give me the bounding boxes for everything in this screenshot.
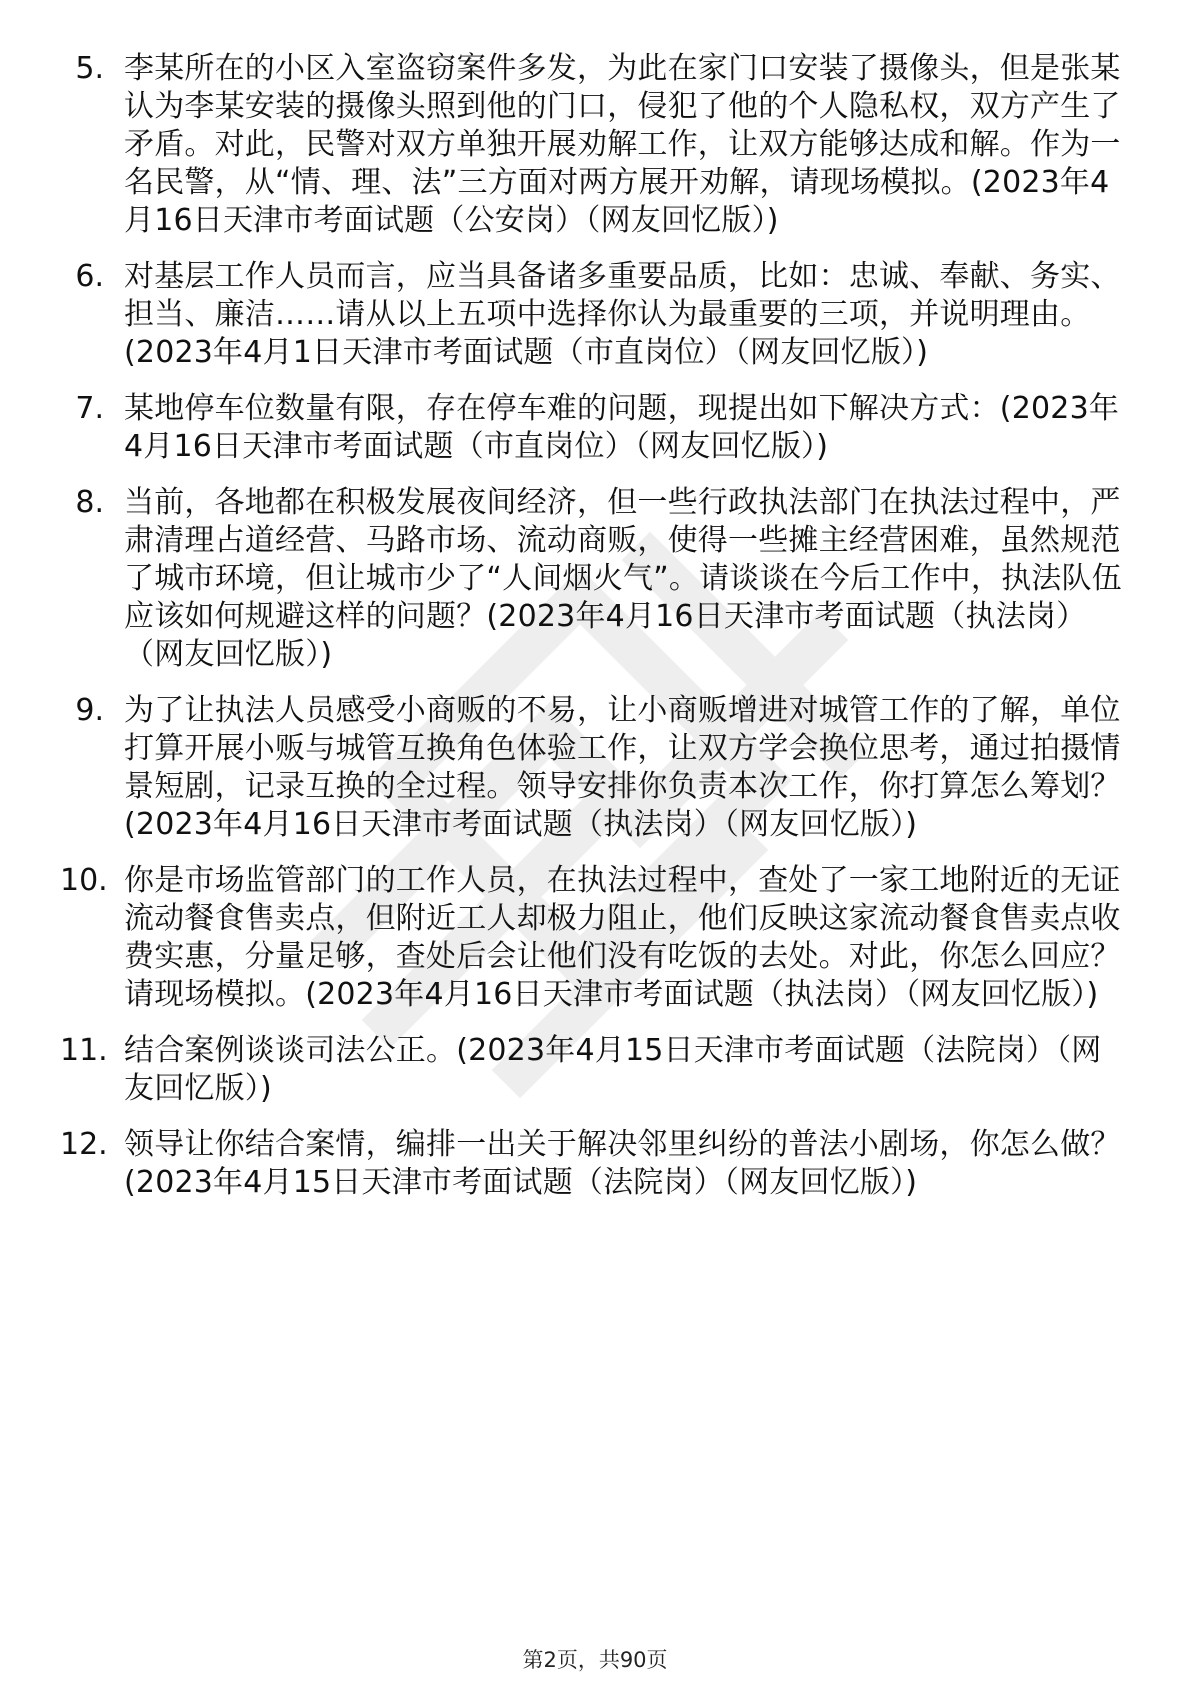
question-text: 领导让你结合案情，编排一出关于解决邻里纠纷的普法小剧场，你怎么做？(2023年4月15日天津市考面试题（法院岗）（网友回忆版）) <box>124 1127 1121 1200</box>
question-number: 5. <box>75 51 104 86</box>
question-item <box>0 1032 1190 1108</box>
question-text: 对基层工作人员而言，应当具备诸多重要品质，比如：忠诚、奉献、务实、担当、廉洁……请从以上五项中选择你认为最重要的三项，并说明理由。(2023年4月1日天津市考面试题（市直岗位）（网友回忆版）) <box>124 259 1121 370</box>
question-item <box>0 50 1190 240</box>
question-number: 12. <box>60 1127 108 1162</box>
question-number: 9. <box>75 693 104 728</box>
question-item <box>0 390 1190 466</box>
question-item <box>0 692 1190 844</box>
question-text: 某地停车位数量有限，存在停车难的问题，现提出如下解决方式：(2023年4月16日天津市考面试题（市直岗位）（网友回忆版）) <box>124 391 1120 464</box>
question-item <box>0 1126 1190 1202</box>
question-number: 11. <box>60 1033 108 1068</box>
question-number: 7. <box>75 391 104 426</box>
question-item <box>0 484 1190 674</box>
question-text: 结合案例谈谈司法公正。(2023年4月15日天津市考面试题（法院岗）（网友回忆版）) <box>124 1033 1102 1106</box>
question-text: 为了让执法人员感受小商贩的不易，让小商贩增进对城管工作的了解，单位打算开展小贩与城管互换角色体验工作，让双方学会换位思考，通过拍摄情景短剧，记录互换的全过程。领导安排你负责本次工作，你打算怎么筹划？(2023年4月16日天津市考面试题（执法岗）（网友回忆版）) <box>124 693 1121 842</box>
page-number: 第2页，共90页 <box>522 1648 668 1672</box>
question-number: 10. <box>60 863 108 898</box>
question-number: 8. <box>75 485 104 520</box>
question-number: 6. <box>75 259 104 294</box>
question-item <box>0 862 1190 1014</box>
question-item <box>0 258 1190 372</box>
question-text: 当前，各地都在积极发展夜间经济，但一些行政执法部门在执法过程中，严肃清理占道经营、马路市场、流动商贩，使得一些摊主经营困难，虽然规范了城市环境，但让城市少了“人间烟火气”。请谈谈在今后工作中，执法队伍应该如何规避这样的问题？(2023年4月16日天津市考面试题（执法岗）（网友回忆版）) <box>124 485 1122 672</box>
question-text: 你是市场监管部门的工作人员，在执法过程中，查处了一家工地附近的无证流动餐食售卖点，但附近工人却极力阻止，他们反映这家流动餐食售卖点收费实惠，分量足够，查处后会让他们没有吃饭的去处。对此，你怎么回应？请现场模拟。(2023年4月16日天津市考面试题（执法岗）（网友回忆版）) <box>124 863 1121 1012</box>
question-list <box>0 50 1190 1220</box>
question-text: 李某所在的小区入室盗窃案件多发，为此在家门口安装了摄像头，但是张某认为李某安装的摄像头照到他的门口，侵犯了他的个人隐私权，双方产生了矛盾。对此，民警对双方单独开展劝解工作，让双方能够达成和解。作为一名民警，从“情、理、法”三方面对两方展开劝解，请现场模拟。(2023年4月16日天津市考面试题（公安岗）（网友回忆版）) <box>124 51 1121 238</box>
